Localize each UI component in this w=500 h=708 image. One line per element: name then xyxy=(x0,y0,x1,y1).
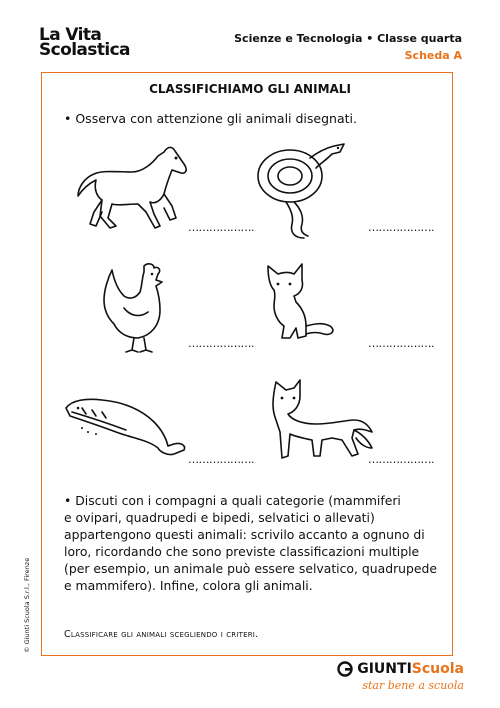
brand-name-part1: GIUNTI xyxy=(357,660,412,677)
learning-objective: Classificare gli animali scegliendo i criteri. xyxy=(64,629,259,640)
horse-icon xyxy=(72,142,194,234)
publisher-brand xyxy=(337,660,464,692)
snake-icon xyxy=(252,142,352,240)
answer-blank-rooster: ………………. xyxy=(188,337,254,350)
subject-label: Scienze e Tecnologia • Classe quarta xyxy=(234,32,462,45)
instruction-line: • Discuti con i compagni a quali categorie (mammiferi xyxy=(64,493,401,508)
header-info xyxy=(234,30,462,64)
magazine-logo xyxy=(39,25,130,60)
instruction-discuss xyxy=(64,492,439,594)
instruction-line: (per esempio, un animale può essere selvatico, quadrupede xyxy=(64,561,437,576)
instruction-line: loro, ricordando che sono previste classificazioni multiple xyxy=(64,544,420,559)
copyright-notice: © Giunti Scuola S.r.l., Firenze xyxy=(23,557,31,653)
instruction-line: appartengono questi animali: scrivilo accanto a ognuno di xyxy=(64,527,425,542)
rooster-icon xyxy=(98,260,178,356)
brand-tagline: star bene a scuola xyxy=(362,679,464,692)
page-title: CLASSIFICHIAMO GLI ANIMALI xyxy=(149,82,351,96)
giunti-logo-icon xyxy=(337,661,353,677)
logo-line-2: Scolastica xyxy=(39,40,130,60)
cat-icon xyxy=(262,262,340,342)
instruction-line: e ovipari, quadrupedi e bipedi, selvatici o allevati) xyxy=(64,510,375,525)
answer-blank-wolf: ………………. xyxy=(368,453,434,466)
sheet-label: Scheda A xyxy=(404,49,462,62)
instruction-line: e mammifero). Infine, colora gli animali. xyxy=(64,578,313,593)
brand-name-part2: Scuola xyxy=(411,660,464,677)
answer-blank-cat: ………………. xyxy=(368,337,434,350)
answer-blank-horse: ………………. xyxy=(188,221,254,234)
wolf-icon xyxy=(262,376,380,466)
answer-blank-snake: ………………. xyxy=(368,221,434,234)
instruction-observe: • Osserva con attenzione gli animali disegnati. xyxy=(64,111,357,126)
whale-icon xyxy=(62,388,190,460)
answer-blank-whale: ………………. xyxy=(188,453,254,466)
logo-line-1: La Vita xyxy=(39,25,102,45)
